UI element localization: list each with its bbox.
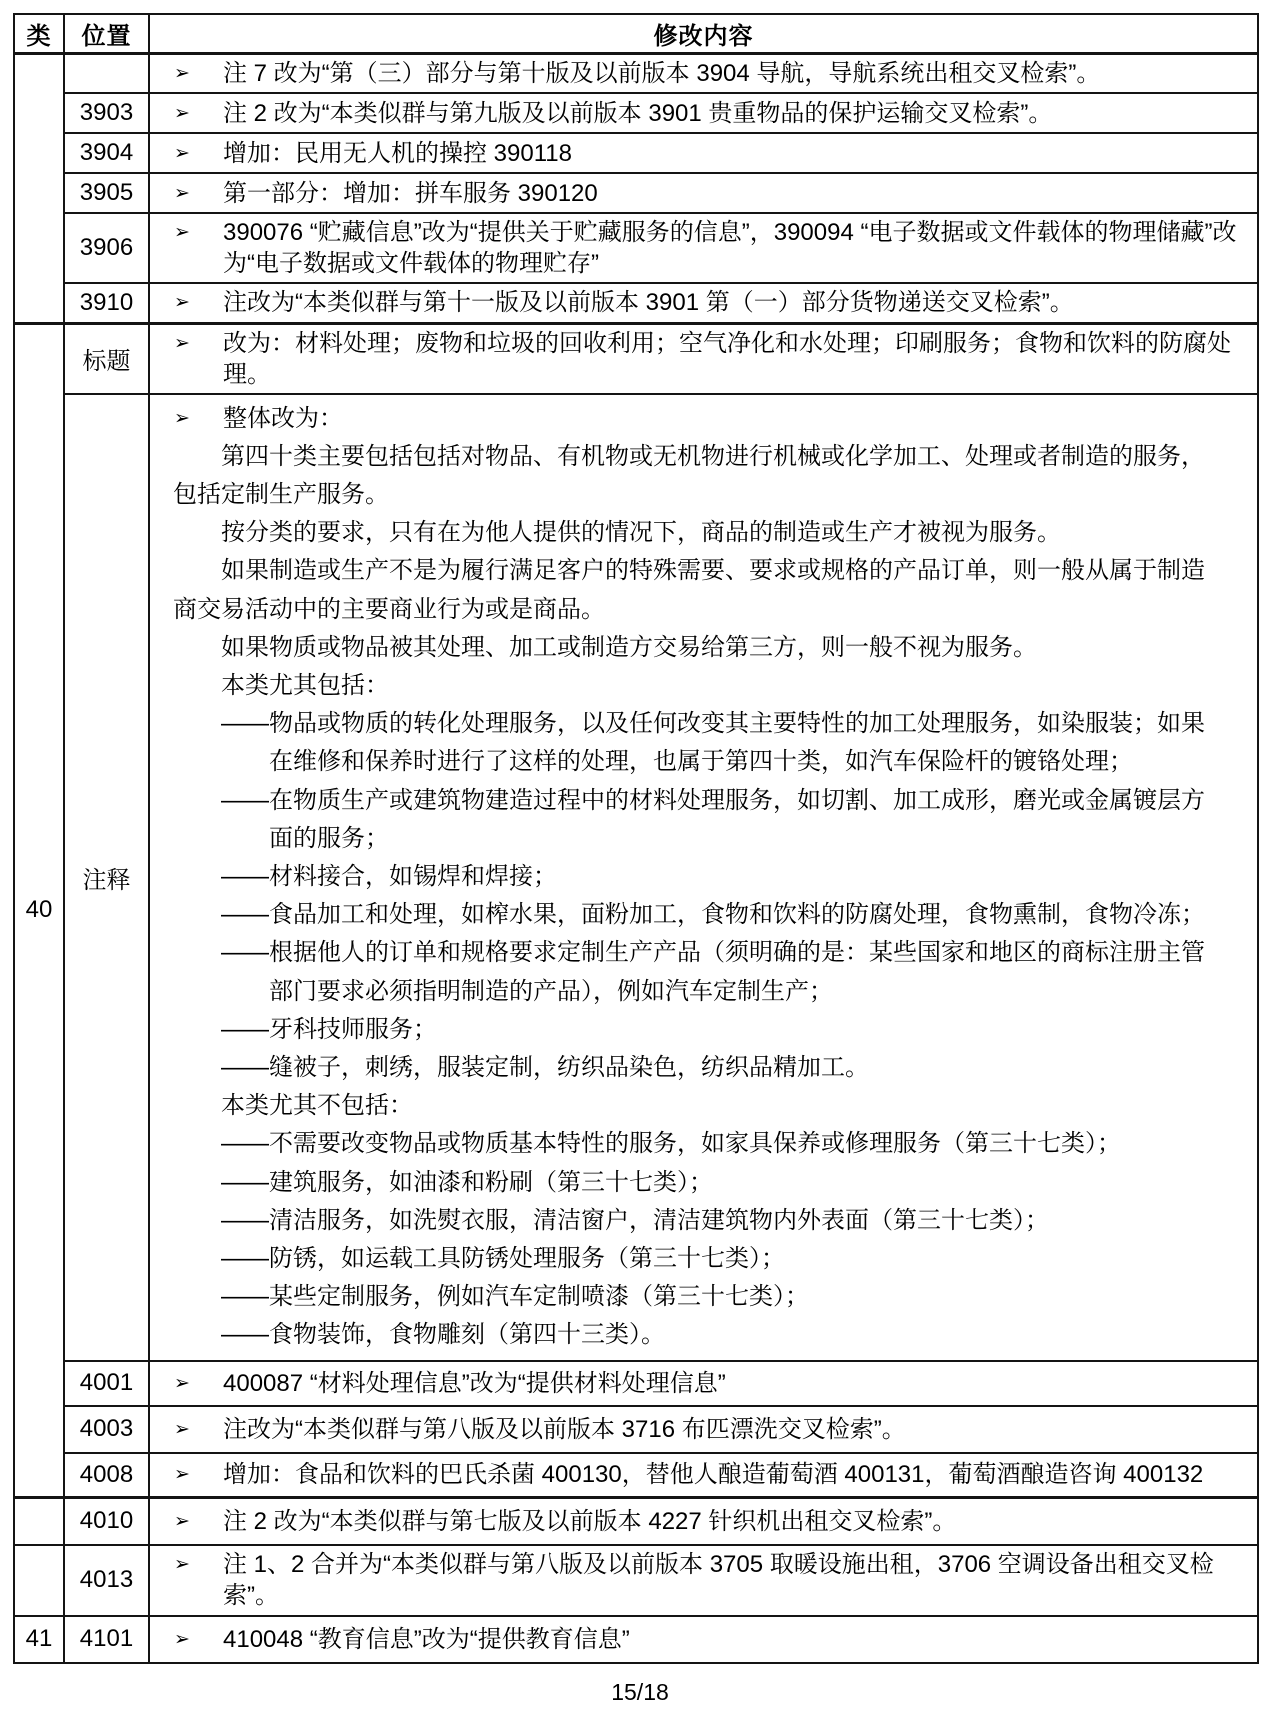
content-cell: [149, 93, 1258, 133]
content-cell: [149, 1406, 1258, 1453]
position-cell: 注释: [64, 394, 149, 1361]
note-line: ——材料接合，如锡焊和焊接；: [221, 862, 557, 890]
note-line: 部门要求必须指明制造的产品），例如汽车定制生产；: [269, 977, 833, 1005]
table-row: [14, 213, 1258, 283]
content-text: 第一部分：增加：拼车服务 390120: [223, 179, 598, 207]
class-cell-empty: [14, 1545, 64, 1616]
note-line-text: 整体改为：: [223, 404, 343, 432]
note-line: 本类尤其包括：: [221, 671, 389, 699]
note-line: ——牙科技师服务；: [221, 1015, 437, 1043]
page-number: 15/18: [611, 1678, 669, 1705]
content-cell: [149, 283, 1258, 323]
table-row: [14, 54, 1258, 94]
header-content: 修改内容: [149, 14, 1258, 54]
note-line: 如果物质或物品被其处理、加工或制造方交易给第三方，则一般不视为服务。: [221, 633, 1037, 661]
class-cell-39: [14, 54, 64, 324]
note-line: ——某些定制服务，例如汽车定制喷漆（第三十七类）；: [221, 1283, 809, 1311]
arrow-bullet-icon: ➢: [174, 182, 190, 204]
header-position: 位置: [64, 14, 149, 54]
content-text: 410048 “教育信息”改为“提供教育信息”: [223, 1625, 630, 1653]
table-row: [14, 283, 1258, 323]
table-row: [14, 1453, 1258, 1498]
note-line: 包括定制生产服务。: [173, 480, 389, 508]
position-cell: 3910: [64, 283, 149, 323]
arrow-bullet-icon: ➢: [174, 407, 190, 429]
note-content: [173, 400, 1251, 1355]
content-text: 增加：民用无人机的操控 390118: [223, 139, 572, 167]
arrow-bullet-icon: ➢: [174, 142, 190, 164]
content-text: 注 2 改为“本类似群与第九版及以前版本 3901 贵重物品的保护运输交叉检索”。: [223, 99, 1053, 127]
table-row: [14, 1498, 1258, 1545]
note-line: 如果制造或生产不是为履行满足客户的特殊需要、要求或规格的产品订单，则一般从属于制造: [221, 557, 1205, 585]
position-cell: 4001: [64, 1361, 149, 1406]
content-text: 注改为“本类似群与第八版及以前版本 3716 布匹漂洗交叉检索”。: [223, 1415, 906, 1443]
note-line: ——食品加工和处理，如榨水果，面粉加工，食物和饮料的防腐处理，食物熏制，食物冷冻；: [221, 901, 1205, 929]
modification-table: [13, 13, 1259, 1664]
class-cell-41: 41: [14, 1616, 64, 1663]
content-text: 400087 “材料处理信息”改为“提供材料处理信息”: [223, 1369, 726, 1397]
content-cell: [149, 323, 1258, 394]
position-cell: 3906: [64, 213, 149, 283]
position-cell: 4101: [64, 1616, 149, 1663]
content-cell: [149, 1616, 1258, 1663]
table-row: [14, 1616, 1258, 1663]
note-line: 商交易活动中的主要商业行为或是商品。: [173, 595, 605, 623]
position-cell: 3905: [64, 173, 149, 213]
position-cell: 4008: [64, 1453, 149, 1498]
arrow-bullet-icon: ➢: [174, 1510, 190, 1532]
note-line: ——建筑服务，如油漆和粉刷（第三十七类）；: [221, 1168, 713, 1196]
table-row: [14, 173, 1258, 213]
note-line: ——缝被子，刺绣，服装定制，纺织品染色，纺织品精加工。: [221, 1053, 869, 1081]
content-cell: [149, 1453, 1258, 1498]
arrow-bullet-icon: ➢: [174, 222, 190, 243]
header-class: 类: [14, 14, 64, 54]
content-text: 注 7 改为“第（三）部分与第十版及以前版本 3904 导航，导航系统出租交叉检索”。: [223, 60, 1101, 87]
table-row: [14, 1361, 1258, 1406]
content-text: 改为：材料处理；废物和垃圾的回收利用；空气净化和水处理；印刷服务；食物和饮料的防腐处理。: [223, 329, 1231, 388]
note-line: 本类尤其不包括：: [221, 1092, 413, 1120]
note-cell: [149, 394, 1258, 1361]
arrow-bullet-icon: ➢: [174, 332, 190, 354]
note-line: 在维修和保养时进行了这样的处理，也属于第四十类，如汽车保险杆的镀铬处理；: [269, 748, 1133, 776]
arrow-bullet-icon: ➢: [174, 292, 190, 314]
note-line: ——根据他人的订单和规格要求定制生产产品（须明确的是：某些国家和地区的商标注册主管: [221, 939, 1205, 967]
note-line: ——不需要改变物品或物质基本特性的服务，如家具保养或修理服务（第三十七类）；: [221, 1130, 1121, 1158]
position-cell: 3903: [64, 93, 149, 133]
arrow-bullet-icon: ➢: [174, 1464, 190, 1486]
note-line: ——清洁服务，如洗熨衣服，清洁窗户，清洁建筑物内外表面（第三十七类）；: [221, 1206, 1049, 1234]
note-line: 第四十类主要包括包括对物品、有机物或无机物进行机械或化学加工、处理或者制造的服务，: [221, 442, 1205, 470]
content-cell: [149, 213, 1258, 283]
class-cell-40: 40: [14, 323, 64, 1498]
content-cell: [149, 1361, 1258, 1406]
note-line: ——防锈，如运载工具防锈处理服务（第三十七类）；: [221, 1244, 785, 1272]
note-line: ——物品或物质的转化处理服务，以及任何改变其主要特性的加工处理服务，如染服装；如果: [221, 710, 1205, 738]
table-row: [14, 1406, 1258, 1453]
content-cell: [149, 1498, 1258, 1545]
content-cell: [149, 54, 1258, 94]
table-header-row: [14, 14, 1258, 54]
table-row: [14, 1545, 1258, 1616]
table-row: [14, 133, 1258, 173]
class-cell-empty: [14, 1498, 64, 1545]
note-line: ——食物装饰，食物雕刻（第四十三类）。: [221, 1321, 665, 1349]
arrow-bullet-icon: ➢: [174, 1418, 190, 1440]
note-line: 面的服务；: [269, 824, 389, 852]
arrow-bullet-icon: ➢: [174, 1554, 190, 1576]
position-cell: 4013: [64, 1545, 149, 1616]
position-cell: [64, 54, 149, 94]
position-cell: 标题: [64, 323, 149, 394]
arrow-bullet-icon: ➢: [174, 1372, 190, 1394]
arrow-bullet-icon: ➢: [174, 63, 190, 84]
note-line: 按分类的要求，只有在为他人提供的情况下，商品的制造或生产才被视为服务。: [221, 519, 1061, 547]
arrow-bullet-icon: ➢: [174, 1628, 190, 1650]
arrow-bullet-icon: ➢: [174, 102, 190, 124]
table-row-note: [14, 394, 1258, 1361]
position-cell: 3904: [64, 133, 149, 173]
position-cell: 4010: [64, 1498, 149, 1545]
note-line: ——在物质生产或建筑物建造过程中的材料处理服务，如切割、加工成形，磨光或金属镀层方: [221, 786, 1205, 814]
content-text: 注 1、2 合并为“本类似群与第八版及以前版本 3705 取暖设施出租，3706 空调设备出租交叉检索”。: [223, 1551, 1214, 1610]
content-text: 注改为“本类似群与第十一版及以前版本 3901 第（一）部分货物递送交叉检索”。: [223, 289, 1074, 317]
content-cell: [149, 133, 1258, 173]
content-text: 390076 “贮藏信息”改为“提供关于贮藏服务的信息”，390094 “电子数据或文件载体的物理储藏”改为“电子数据或文件载体的物理贮存”: [223, 219, 1237, 277]
table-row: [14, 93, 1258, 133]
content-text: 增加：食品和饮料的巴氏杀菌 400130，替他人酿造葡萄酒 400131，葡萄酒酿造咨询 400132: [223, 1461, 1204, 1489]
note-line: [173, 400, 1251, 438]
content-cell: [149, 173, 1258, 213]
content-text: 注 2 改为“本类似群与第七版及以前版本 4227 针织机出租交叉检索”。: [223, 1507, 957, 1535]
position-cell: 4003: [64, 1406, 149, 1453]
table-row: [14, 323, 1258, 394]
content-cell: [149, 1545, 1258, 1616]
